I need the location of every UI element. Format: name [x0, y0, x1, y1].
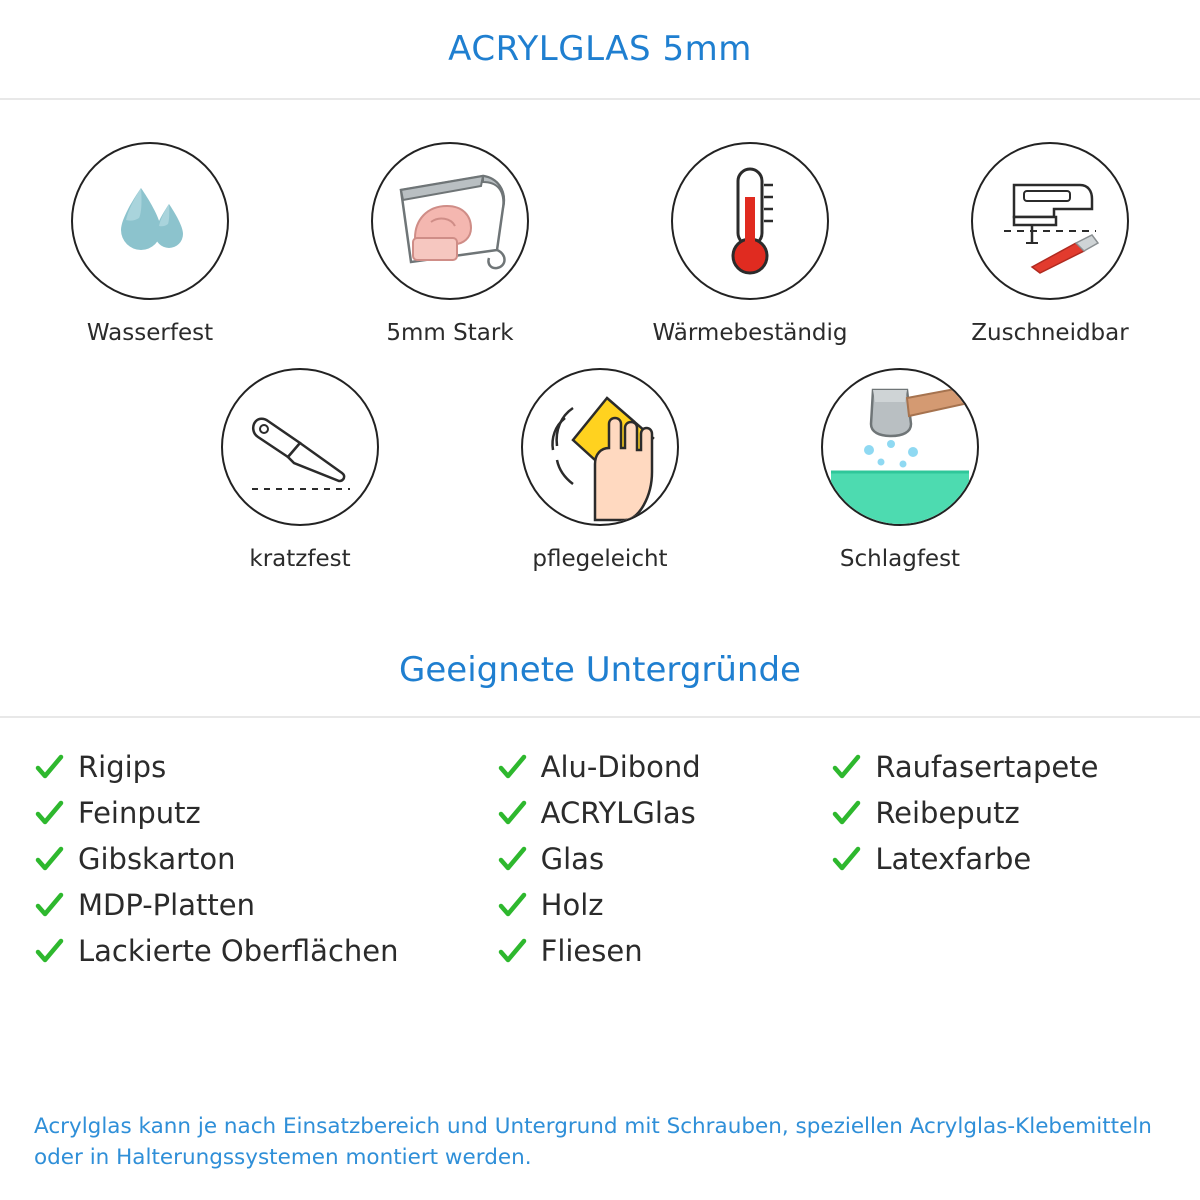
feature-icon-circle [821, 368, 979, 526]
check-icon [831, 798, 861, 828]
page-title: ACRYLGLAS 5mm [448, 29, 752, 69]
substrate-label: Rigips [78, 750, 167, 784]
feature-label: Wärmebeständig [652, 320, 848, 346]
check-icon [497, 798, 527, 828]
check-icon [497, 936, 527, 966]
list-item [497, 884, 832, 926]
list-item [497, 838, 832, 880]
jigsaw-cutter-icon [980, 151, 1120, 291]
substrate-label: Gibskarton [78, 842, 236, 876]
feature-label: Zuschneidbar [971, 320, 1129, 346]
feature-label: 5mm Stark [386, 320, 514, 346]
list-item [497, 930, 832, 972]
check-icon [497, 890, 527, 920]
substrate-label: Fliesen [540, 934, 643, 968]
check-icon [497, 752, 527, 782]
check-icon [34, 798, 64, 828]
feature-grid [0, 100, 1200, 572]
feature-icon-circle [71, 142, 229, 300]
check-icon [497, 844, 527, 874]
feature-5mm-stark [350, 142, 550, 346]
substrate-label: Lackierte Oberflächen [78, 934, 399, 968]
check-icon [34, 752, 64, 782]
list-item [34, 884, 497, 926]
mounting-note: Acrylglas kann je nach Einsatzbereich und Untergrund mit Schrauben, speziellen Acrylglas-Klebemitteln oder in Halterungssystemen montiert werden. [34, 1114, 1152, 1170]
feature-label: Schlagfest [839, 546, 961, 572]
substrate-label: Glas [540, 842, 605, 876]
water-drops-icon [95, 166, 205, 276]
feature-label: pflegeleicht [532, 546, 668, 572]
list-item [497, 792, 832, 834]
substrate-label: Holz [540, 888, 604, 922]
thermometer-icon [715, 161, 785, 281]
feature-pflegeleicht [500, 368, 700, 572]
feature-icon-circle [971, 142, 1129, 300]
hammer-impact-icon [821, 368, 979, 526]
list-item [497, 746, 832, 788]
feature-kratzfest [200, 368, 400, 572]
feature-icon-circle [671, 142, 829, 300]
list-item [34, 792, 497, 834]
check-icon [831, 752, 861, 782]
substrate-label: Raufasertapete [875, 750, 1099, 784]
substrates-column-3 [831, 746, 1166, 972]
feature-icon-circle [371, 142, 529, 300]
substrates-section-header [0, 650, 1200, 718]
knife-scratch-icon [230, 377, 370, 517]
feature-row-2 [0, 368, 1200, 572]
feature-label: Wasserfest [86, 320, 214, 346]
list-item [831, 838, 1166, 880]
list-item [831, 792, 1166, 834]
list-item [34, 746, 497, 788]
feature-label: kratzfest [249, 546, 351, 572]
substrate-label: Alu-Dibond [540, 750, 701, 784]
substrate-label: MDP-Platten [78, 888, 255, 922]
feature-waermebestaendig [650, 142, 850, 346]
check-icon [34, 936, 64, 966]
substrates-column-2 [497, 746, 832, 972]
cleaning-hand-cloth-icon [521, 368, 679, 526]
list-item [34, 930, 497, 972]
check-icon [34, 844, 64, 874]
section-title: Geeignete Untergründe [399, 650, 801, 690]
feature-icon-circle [521, 368, 679, 526]
substrate-label: Feinputz [78, 796, 201, 830]
check-icon [831, 844, 861, 874]
substrates-column-1 [34, 746, 497, 972]
substrate-label: Reibeputz [875, 796, 1020, 830]
page-header [0, 0, 1200, 100]
substrate-label: Latexfarbe [875, 842, 1032, 876]
list-item [34, 838, 497, 880]
feature-wasserfest [50, 142, 250, 346]
substrates-lists [0, 718, 1200, 972]
check-icon [34, 890, 64, 920]
feature-row-1 [0, 142, 1200, 346]
list-item [831, 746, 1166, 788]
strong-arm-icon [371, 142, 529, 300]
feature-icon-circle [221, 368, 379, 526]
substrate-label: ACRYLGlas [540, 796, 696, 830]
feature-schlagfest [800, 368, 1000, 572]
feature-zuschneidbar [950, 142, 1150, 346]
